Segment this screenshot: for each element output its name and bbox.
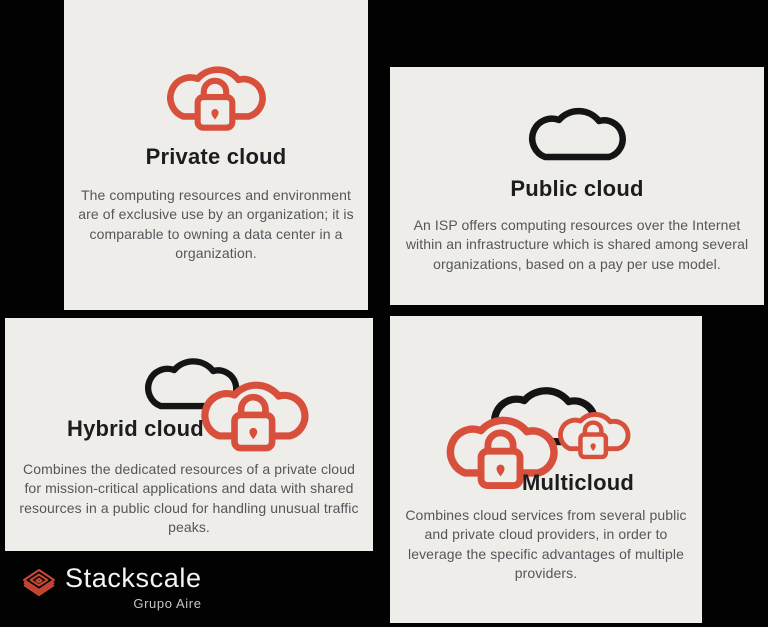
card-title: Private cloud — [145, 144, 287, 169]
stackscale-layers-icon — [22, 568, 56, 599]
card-title: Public cloud — [510, 176, 644, 201]
stackscale-logo — [22, 565, 202, 611]
card-hybrid-cloud — [5, 318, 373, 551]
card-multicloud — [390, 316, 702, 623]
public-cloud-icon — [525, 91, 629, 164]
card-public-cloud — [390, 67, 764, 305]
card-private-cloud — [64, 0, 368, 310]
card-title: Multicloud — [522, 470, 634, 495]
card-description: Combines cloud services from several public and private cloud providers, in order to leverage the specific advantages of multiple providers. — [405, 507, 687, 581]
brand-subtitle: Grupo Aire — [133, 596, 202, 611]
card-description: The computing resources and environment are of exclusive use by an organization; it is comparable to owning a data center in a organization. — [78, 187, 354, 261]
card-description: An ISP offers computing resources over the Internet within an infrastructure which is shared among several organizations, based on a pay per use model. — [405, 217, 749, 272]
private-cloud-lock-icon — [163, 48, 269, 134]
card-title: Hybrid cloud — [67, 416, 204, 441]
card-description: Combines the dedicated resources of a private cloud for mission-critical applications and data with shared resources in a public cloud for handling unusual traffic peaks. — [19, 461, 359, 535]
brand-name: Stackscale — [65, 563, 202, 593]
